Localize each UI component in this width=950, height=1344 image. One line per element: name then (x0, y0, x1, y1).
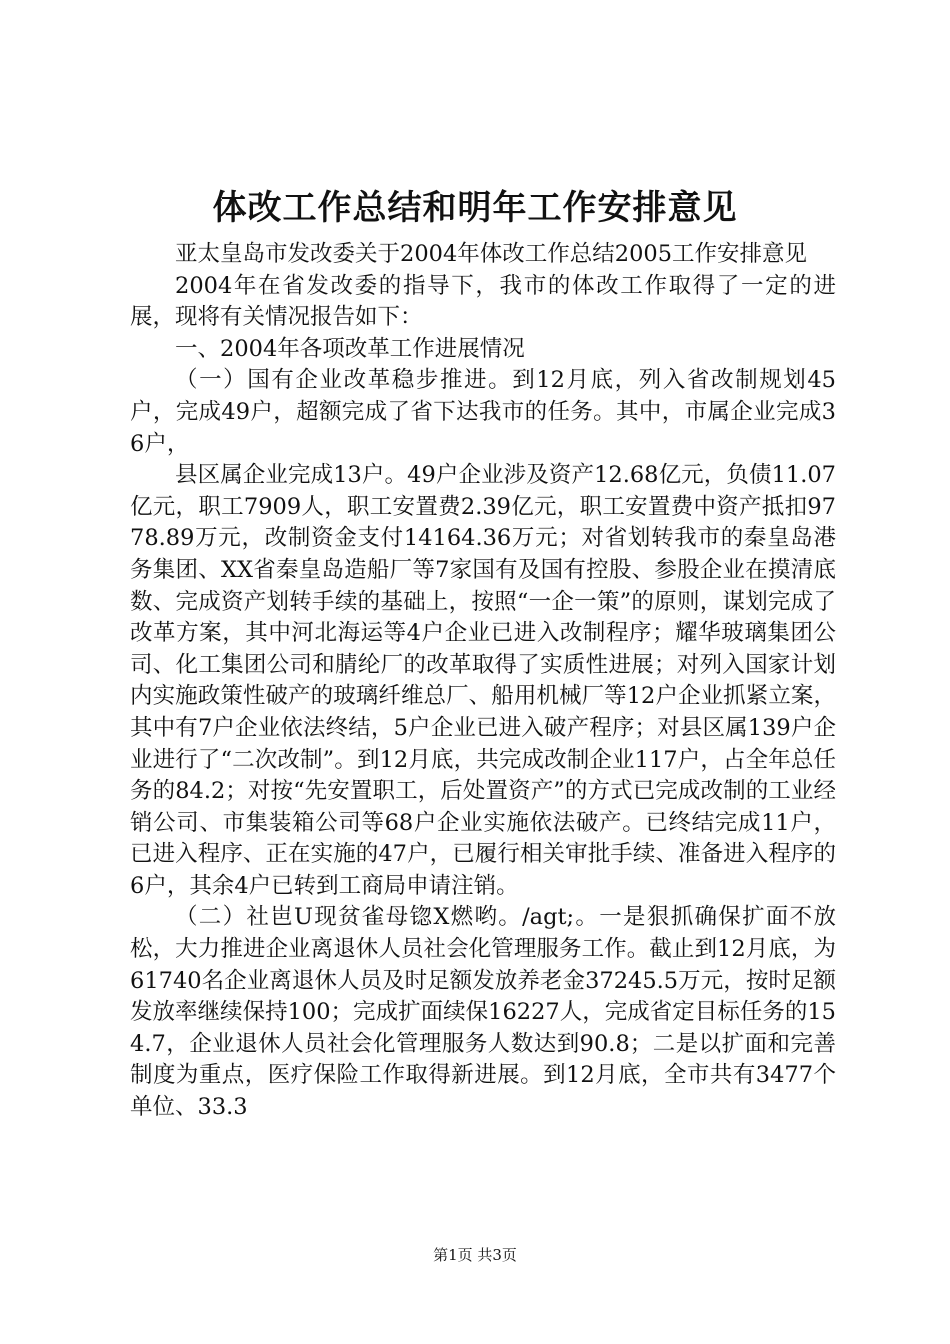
paragraph-social-security: （二）社岜U现贫雀母锪X燃哟。/agt;。一是狠抓确保扩面不放松，大力推进企业离退休人员社会化管理服务工作。截止到12月底，为61740名企业离退休人员及时足额发放养老金37245.5万元，按时足额发放率继续保持100；完成扩面续保16227人，完成省定目标任务的154.7，企业退休人员社会化管理服务人数达到90.8；二是以扩面和完善制度为重点，医疗保险工作取得新进展。到12月底，全市共有3477个单位、33.3 (130, 904, 836, 1121)
section-heading: 一、2004年各项改革工作进展情况 (175, 335, 525, 362)
page-footer: 第1页 共3页 (433, 1246, 517, 1264)
paragraph-soe-reform: （一）国有企业改革稳步推进。到12月底，列入省改制规划45户，完成49户，超额完成了省下达我市的任务。其中，市属企业完成36户， (130, 367, 836, 457)
paragraph-intro: 2004年在省发改委的指导下，我市的体改工作取得了一定的进展，现将有关情况报告如下： (130, 272, 836, 331)
document-title: 体改工作总结和明年工作安排意见 (212, 188, 738, 228)
paragraph-county-enterprises: 县区属企业完成13户。49户企业涉及资产12.68亿元，负债11.07亿元，职工7909人，职工安置费2.39亿元，职工安置费中资产抵扣9778.89万元，改制资金支付14164.36万元；对省划转我市的秦皇岛港务集团、XX省秦皇岛造船厂等7家国有及国有控股、参股企业在摸清底数、完成资产划转手续的基础上，按照“一企一策”的原则，谋划完成了改革方案，其中河北海运等4户企业已进入改制程序；耀华玻璃集团公司、化工集团公司和腈纶厂的改革取得了实质性进展；对列入国家计划内实施政策性破产的玻璃纤维总厂、船用机械厂等12户企业抓紧立案，其中有7户企业依法终结，5户企业已进入破产程序；对县区属139户企业进行了“二次改制”。到12月底，共完成改制企业117户，占全年总任务的84.2；对按“先安置职工，后处置资产”的方式已完成改制的工业经销公司、市集装箱公司等68户企业实施依法破产。已终结完成11户，已进入程序、正在实施的47户，已履行相关审批手续、准备进入程序的6户，其余4户已转到工商局申请注销。 (130, 462, 836, 899)
paragraph-subtitle: 亚太皇岛市发改委关于2004年体改工作总结2005工作安排意见 (175, 241, 808, 267)
document-body (130, 239, 836, 1124)
